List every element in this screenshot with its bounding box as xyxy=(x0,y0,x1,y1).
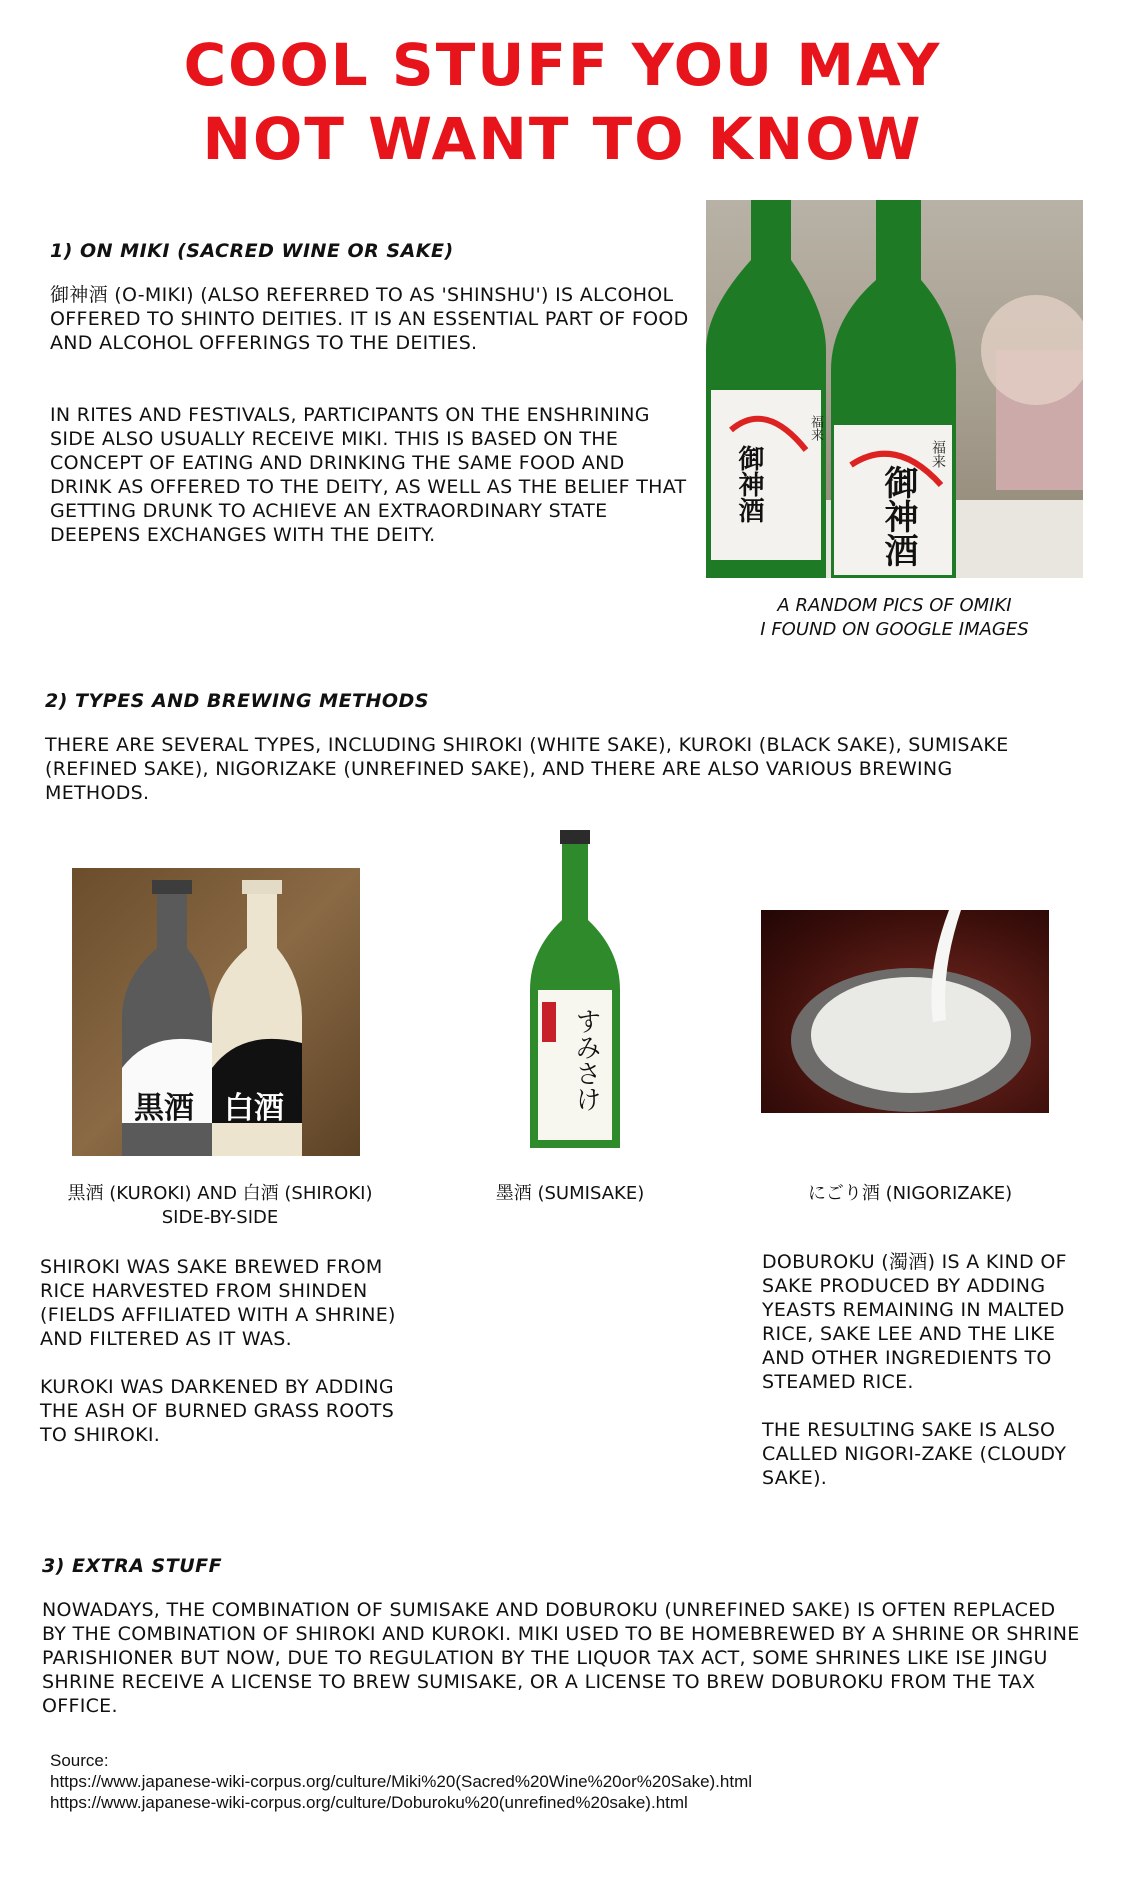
title-line-2: NOT WANT TO KNOW xyxy=(202,105,923,173)
bottle2-label: 御神酒 xyxy=(878,465,918,567)
bottle1-brand: 福来 xyxy=(808,415,823,441)
kuroki-description: KUROKI WAS DARKENED BY ADDING THE ASH OF BURNED GRASS ROOTS TO SHIROKI. xyxy=(40,1376,395,1446)
title-line-1: COOL STUFF YOU MAY xyxy=(183,31,942,99)
sumisake-bottle-label: すみさけ xyxy=(571,1008,601,1112)
omiki-caption-line-2: I FOUND ON GOOGLE IMAGES xyxy=(760,619,1029,640)
section1-paragraph-1: 御神酒 (O-MIKI) (ALSO REFERRED TO AS 'SHINSHU') IS ALCOHOL OFFERED TO SHINTO DEITIES. IT IS AN ESSENTIAL PART OF FOOD AND ALCOHOL OFFERINGS TO THE DEITIES. xyxy=(50,284,689,354)
omiki-caption xyxy=(706,594,1083,642)
omiki-caption-line-1: A RANDOM PICS OF OMIKI xyxy=(777,595,1012,616)
kuroki-shiroki-caption-line-1: 黒酒 (KUROKI) AND 白酒 (SHIROKI) xyxy=(67,1183,373,1204)
nigorizake-caption: にごり酒 (NIGORIZAKE) xyxy=(807,1183,1013,1204)
page-title xyxy=(0,28,1125,176)
nigori-zake-description: THE RESULTING SAKE IS ALSO CALLED NIGORI-ZAKE (CLOUDY SAKE). xyxy=(762,1419,1067,1489)
nigorizake-cup xyxy=(761,910,1049,1113)
section3-heading: 3) EXTRA STUFF xyxy=(42,1555,223,1577)
shiroki-description: SHIROKI WAS SAKE BREWED FROM RICE HARVESTED FROM SHINDEN (FIELDS AFFILIATED WITH A SHRINE) AND FILTERED AS IT WAS. xyxy=(40,1256,396,1350)
source-block xyxy=(50,1750,1100,1813)
section2-intro: THERE ARE SEVERAL TYPES, INCLUDING SHIROKI (WHITE SAKE), KUROKI (BLACK SAKE), SUMISAKE (REFINED SAKE), NIGORIZAKE (UNREFINED SAKE), AND THERE ARE ALSO VARIOUS BREWING METHODS. xyxy=(45,734,1009,804)
source-link-2[interactable]: https://www.japanese-wiki-corpus.org/culture/Doburoku%20(unrefined%20sake).html xyxy=(50,1793,688,1812)
kuroki-bottle-label: 黒酒 xyxy=(134,1091,194,1126)
kuroki-shiroki-photo xyxy=(72,868,360,1156)
bottle1-label: 御神酒 xyxy=(734,445,764,523)
omiki-photo xyxy=(706,200,1083,578)
nigorizake-photo xyxy=(761,910,1049,1113)
section1-heading: 1) ON MIKI (SACRED WINE OR SAKE) xyxy=(50,240,454,262)
kuroki-shiroki-caption-line-2: SIDE-BY-SIDE xyxy=(161,1207,279,1228)
sumisake-caption: 墨酒 (SUMISAKE) xyxy=(495,1183,645,1204)
section3-paragraph: NOWADAYS, THE COMBINATION OF SUMISAKE AND DOBUROKU (UNREFINED SAKE) IS OFTEN REPLACED BY THE COMBINATION OF SHIROKI AND KUROKI. MIKI USED TO BE HOMEBREWED BY A SHRINE OR SHRINE PARISHIONER BUT NOW, DUE TO REGULATION BY THE LIQUOR TAX ACT, SOME SHRINES LIKE ISE JINGU SHRINE RECEIVE A LICENSE TO BREW SUMISAKE, OR A LICENSE TO BREW DOBUROKU FROM THE TAX OFFICE. xyxy=(42,1599,1080,1717)
source-label: Source: xyxy=(50,1751,109,1770)
source-link-1[interactable]: https://www.japanese-wiki-corpus.org/culture/Miki%20(Sacred%20Wine%20or%20Sake).html xyxy=(50,1772,753,1791)
section1-paragraph-2: IN RITES AND FESTIVALS, PARTICIPANTS ON THE ENSHRINING SIDE ALSO USUALLY RECEIVE MIKI. THIS IS BASED ON THE CONCEPT OF EATING AND DRINKING THE SAME FOOD AND DRINK AS OFFERED TO THE DEITY, AS WELL AS THE BELIEF THAT GETTING DRUNK TO ACHIEVE AN EXTRAORDINARY STATE DEEPENS EXCHANGES WITH THE DEITY. xyxy=(50,404,687,546)
shiroki-bottle-label: 白酒 xyxy=(224,1091,284,1126)
section2-heading: 2) TYPES AND BREWING METHODS xyxy=(45,690,430,712)
sumisake-photo xyxy=(520,830,630,1150)
kuroki-shiroki-caption xyxy=(60,1182,380,1230)
doburoku-description: DOBUROKU (濁酒) IS A KIND OF SAKE PRODUCED BY ADDING YEASTS REMAINING IN MALTED RICE, SAKE LEE AND THE LIKE AND OTHER INGREDIENTS TO STEAMED RICE. xyxy=(762,1251,1067,1393)
kuroki-shiroki-bottles xyxy=(72,868,360,1156)
bottle2-brand: 福来 xyxy=(930,440,946,468)
